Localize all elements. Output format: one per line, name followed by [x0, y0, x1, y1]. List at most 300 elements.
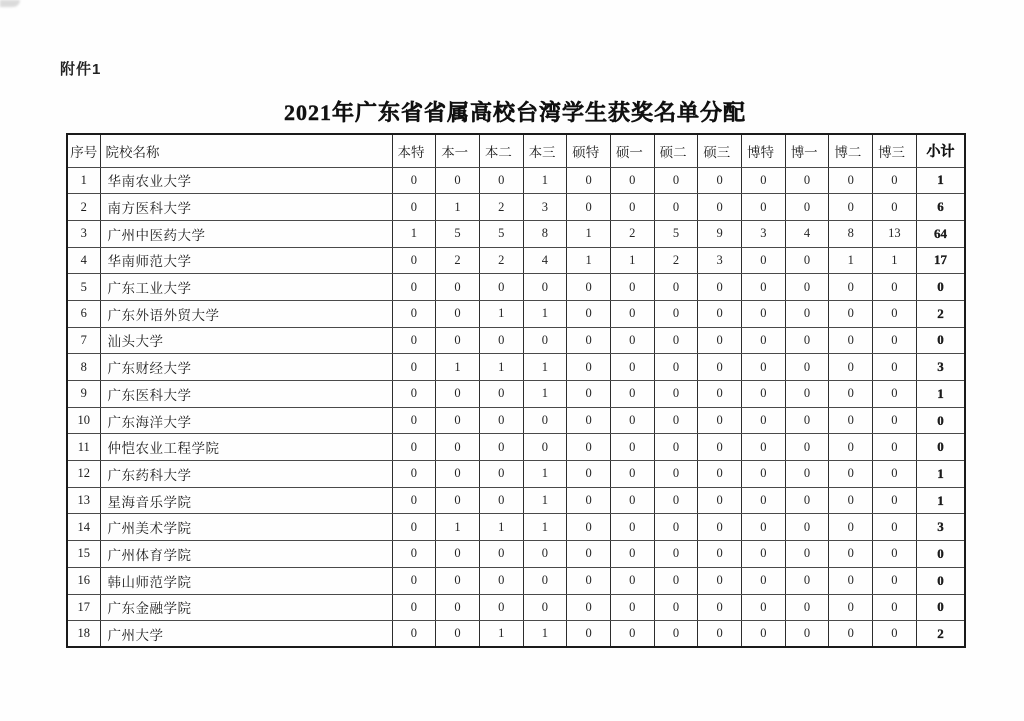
value-cell: 8	[523, 220, 567, 247]
value-cell: 1	[523, 167, 567, 194]
table-row	[67, 407, 965, 434]
table-row	[67, 274, 965, 301]
value-cell: 0	[829, 274, 873, 301]
value-cell: 0	[654, 541, 698, 568]
value-cell: 0	[873, 274, 917, 301]
value-cell: 1	[523, 354, 567, 381]
value-cell: 0	[785, 274, 829, 301]
value-cell: 0	[479, 487, 523, 514]
value-cell: 1	[479, 354, 523, 381]
value-cell: 0	[829, 621, 873, 648]
value-cell: 0	[873, 381, 917, 408]
value-cell: 3	[523, 194, 567, 221]
value-cell: 0	[785, 300, 829, 327]
row-number: 3	[67, 220, 100, 247]
value-cell: 0	[523, 541, 567, 568]
value-cell: 0	[829, 354, 873, 381]
row-number: 16	[67, 567, 100, 594]
value-cell: 0	[654, 514, 698, 541]
row-number: 2	[67, 194, 100, 221]
value-cell: 0	[829, 461, 873, 488]
table-row	[67, 434, 965, 461]
value-cell: 5	[479, 220, 523, 247]
value-cell: 0	[567, 541, 611, 568]
value-cell: 0	[829, 514, 873, 541]
value-cell: 0	[742, 541, 786, 568]
column-header-14: 小计	[916, 134, 965, 167]
value-cell: 0	[479, 594, 523, 621]
institution-name: 南方医科大学	[100, 194, 392, 221]
value-cell: 0	[785, 381, 829, 408]
value-cell: 0	[392, 194, 436, 221]
value-cell: 0	[523, 567, 567, 594]
value-cell: 5	[654, 220, 698, 247]
table-row	[67, 487, 965, 514]
value-cell: 0	[829, 381, 873, 408]
value-cell: 0	[873, 407, 917, 434]
subtotal-cell: 0	[916, 274, 965, 301]
value-cell: 0	[829, 300, 873, 327]
row-number: 14	[67, 514, 100, 541]
column-header-0: 序号	[67, 134, 100, 167]
row-number: 5	[67, 274, 100, 301]
value-cell: 0	[567, 487, 611, 514]
value-cell: 1	[479, 621, 523, 648]
value-cell: 0	[829, 434, 873, 461]
value-cell: 0	[654, 354, 698, 381]
value-cell: 3	[698, 247, 742, 274]
institution-name: 广州中医药大学	[100, 220, 392, 247]
row-number: 15	[67, 541, 100, 568]
value-cell: 0	[873, 594, 917, 621]
value-cell: 0	[392, 407, 436, 434]
value-cell: 0	[610, 407, 654, 434]
award-allocation-table	[66, 133, 966, 648]
value-cell: 0	[567, 567, 611, 594]
value-cell: 0	[392, 434, 436, 461]
value-cell: 0	[654, 487, 698, 514]
subtotal-cell: 1	[916, 167, 965, 194]
value-cell: 1	[523, 381, 567, 408]
value-cell: 8	[829, 220, 873, 247]
attachment-label: 附件1	[60, 61, 102, 78]
subtotal-cell: 0	[916, 327, 965, 354]
value-cell: 0	[392, 461, 436, 488]
value-cell: 0	[392, 594, 436, 621]
column-header-4: 本二	[479, 134, 523, 167]
value-cell: 0	[436, 594, 480, 621]
column-header-6: 硕特	[567, 134, 611, 167]
value-cell: 0	[436, 621, 480, 648]
value-cell: 0	[698, 407, 742, 434]
value-cell: 3	[742, 220, 786, 247]
value-cell: 0	[392, 274, 436, 301]
value-cell: 0	[479, 541, 523, 568]
value-cell: 0	[436, 407, 480, 434]
value-cell: 0	[654, 194, 698, 221]
value-cell: 0	[610, 274, 654, 301]
subtotal-cell: 0	[916, 567, 965, 594]
value-cell: 0	[698, 461, 742, 488]
institution-name: 广东工业大学	[100, 274, 392, 301]
subtotal-cell: 64	[916, 220, 965, 247]
value-cell: 0	[523, 327, 567, 354]
value-cell: 0	[742, 487, 786, 514]
value-cell: 0	[436, 300, 480, 327]
value-cell: 0	[436, 487, 480, 514]
value-cell: 0	[610, 300, 654, 327]
value-cell: 0	[785, 514, 829, 541]
row-number: 12	[67, 461, 100, 488]
value-cell: 0	[698, 594, 742, 621]
value-cell: 0	[785, 621, 829, 648]
value-cell: 4	[523, 247, 567, 274]
column-header-3: 本一	[436, 134, 480, 167]
value-cell: 0	[436, 327, 480, 354]
value-cell: 0	[610, 327, 654, 354]
table-row	[67, 461, 965, 488]
value-cell: 0	[610, 194, 654, 221]
value-cell: 0	[392, 487, 436, 514]
table-row	[67, 167, 965, 194]
row-number: 13	[67, 487, 100, 514]
value-cell: 0	[698, 274, 742, 301]
value-cell: 0	[742, 407, 786, 434]
column-header-12: 博二	[829, 134, 873, 167]
row-number: 17	[67, 594, 100, 621]
institution-name: 广东金融学院	[100, 594, 392, 621]
value-cell: 0	[742, 327, 786, 354]
column-header-1: 院校名称	[100, 134, 392, 167]
value-cell: 0	[785, 487, 829, 514]
value-cell: 0	[392, 621, 436, 648]
institution-name: 韩山师范学院	[100, 567, 392, 594]
value-cell: 1	[829, 247, 873, 274]
value-cell: 0	[654, 567, 698, 594]
value-cell: 0	[567, 381, 611, 408]
value-cell: 0	[523, 407, 567, 434]
value-cell: 0	[698, 434, 742, 461]
value-cell: 0	[829, 594, 873, 621]
subtotal-cell: 3	[916, 514, 965, 541]
value-cell: 0	[610, 487, 654, 514]
institution-name: 广东外语外贸大学	[100, 300, 392, 327]
value-cell: 0	[610, 621, 654, 648]
institution-name: 汕头大学	[100, 327, 392, 354]
row-number: 7	[67, 327, 100, 354]
value-cell: 0	[392, 514, 436, 541]
value-cell: 0	[392, 381, 436, 408]
value-cell: 0	[785, 327, 829, 354]
value-cell: 0	[829, 167, 873, 194]
value-cell: 0	[873, 167, 917, 194]
value-cell: 1	[523, 487, 567, 514]
subtotal-cell: 1	[916, 461, 965, 488]
value-cell: 0	[698, 487, 742, 514]
value-cell: 0	[742, 247, 786, 274]
value-cell: 0	[654, 300, 698, 327]
table-row	[67, 327, 965, 354]
institution-name: 广州美术学院	[100, 514, 392, 541]
value-cell: 0	[829, 194, 873, 221]
value-cell: 0	[436, 167, 480, 194]
value-cell: 0	[479, 407, 523, 434]
value-cell: 0	[698, 327, 742, 354]
value-cell: 0	[523, 434, 567, 461]
value-cell: 0	[567, 407, 611, 434]
row-number: 6	[67, 300, 100, 327]
value-cell: 0	[873, 327, 917, 354]
value-cell: 1	[567, 247, 611, 274]
value-cell: 0	[698, 621, 742, 648]
value-cell: 0	[567, 167, 611, 194]
table-row	[67, 194, 965, 221]
value-cell: 0	[392, 354, 436, 381]
header-row	[67, 134, 965, 167]
value-cell: 0	[829, 567, 873, 594]
table-row	[67, 247, 965, 274]
value-cell: 2	[610, 220, 654, 247]
value-cell: 0	[479, 327, 523, 354]
value-cell: 0	[392, 541, 436, 568]
value-cell: 0	[742, 434, 786, 461]
column-header-9: 硕三	[698, 134, 742, 167]
value-cell: 0	[785, 434, 829, 461]
value-cell: 1	[479, 514, 523, 541]
value-cell: 1	[567, 220, 611, 247]
subtotal-cell: 6	[916, 194, 965, 221]
value-cell: 1	[523, 300, 567, 327]
institution-name: 广东医科大学	[100, 381, 392, 408]
row-number: 1	[67, 167, 100, 194]
value-cell: 0	[742, 621, 786, 648]
row-number: 9	[67, 381, 100, 408]
value-cell: 0	[567, 461, 611, 488]
subtotal-cell: 3	[916, 354, 965, 381]
value-cell: 0	[785, 167, 829, 194]
value-cell: 0	[698, 194, 742, 221]
column-header-13: 博三	[873, 134, 917, 167]
value-cell: 0	[610, 167, 654, 194]
value-cell: 0	[742, 381, 786, 408]
value-cell: 0	[479, 567, 523, 594]
value-cell: 0	[785, 247, 829, 274]
subtotal-cell: 17	[916, 247, 965, 274]
value-cell: 0	[654, 167, 698, 194]
value-cell: 0	[785, 354, 829, 381]
value-cell: 0	[785, 594, 829, 621]
value-cell: 9	[698, 220, 742, 247]
table-row	[67, 594, 965, 621]
value-cell: 0	[610, 354, 654, 381]
value-cell: 0	[567, 300, 611, 327]
value-cell: 0	[873, 300, 917, 327]
value-cell: 0	[479, 381, 523, 408]
table-head	[67, 134, 965, 167]
value-cell: 0	[610, 434, 654, 461]
subtotal-cell: 1	[916, 381, 965, 408]
value-cell: 0	[785, 461, 829, 488]
institution-name: 广东药科大学	[100, 461, 392, 488]
value-cell: 0	[567, 621, 611, 648]
value-cell: 0	[610, 514, 654, 541]
value-cell: 0	[654, 434, 698, 461]
value-cell: 2	[479, 247, 523, 274]
value-cell: 0	[610, 541, 654, 568]
table-row	[67, 541, 965, 568]
value-cell: 0	[567, 194, 611, 221]
value-cell: 1	[436, 354, 480, 381]
institution-name: 广东海洋大学	[100, 407, 392, 434]
column-header-5: 本三	[523, 134, 567, 167]
table-row	[67, 354, 965, 381]
table-body	[67, 167, 965, 647]
value-cell: 4	[785, 220, 829, 247]
value-cell: 1	[610, 247, 654, 274]
subtotal-cell: 0	[916, 434, 965, 461]
column-header-10: 博特	[742, 134, 786, 167]
value-cell: 0	[567, 594, 611, 621]
value-cell: 0	[742, 514, 786, 541]
value-cell: 0	[436, 381, 480, 408]
value-cell: 1	[436, 194, 480, 221]
value-cell: 0	[654, 594, 698, 621]
page-title: 2021年广东省省属高校台湾学生获奖名单分配	[283, 100, 746, 125]
value-cell: 0	[873, 541, 917, 568]
value-cell: 0	[873, 514, 917, 541]
table-row	[67, 621, 965, 648]
subtotal-cell: 2	[916, 621, 965, 648]
value-cell: 13	[873, 220, 917, 247]
institution-name: 星海音乐学院	[100, 487, 392, 514]
column-header-8: 硕二	[654, 134, 698, 167]
value-cell: 0	[698, 167, 742, 194]
value-cell: 1	[873, 247, 917, 274]
institution-name: 广东财经大学	[100, 354, 392, 381]
row-number: 11	[67, 434, 100, 461]
row-number: 18	[67, 621, 100, 648]
value-cell: 0	[392, 167, 436, 194]
value-cell: 0	[785, 194, 829, 221]
table-row	[67, 381, 965, 408]
value-cell: 1	[523, 514, 567, 541]
table-row	[67, 300, 965, 327]
value-cell: 0	[523, 274, 567, 301]
value-cell: 0	[698, 354, 742, 381]
value-cell: 2	[479, 194, 523, 221]
value-cell: 0	[698, 541, 742, 568]
value-cell: 0	[436, 461, 480, 488]
value-cell: 0	[654, 621, 698, 648]
value-cell: 1	[392, 220, 436, 247]
institution-name: 仲恺农业工程学院	[100, 434, 392, 461]
value-cell: 0	[654, 407, 698, 434]
value-cell: 0	[698, 381, 742, 408]
row-number: 8	[67, 354, 100, 381]
value-cell: 0	[567, 327, 611, 354]
value-cell: 1	[523, 621, 567, 648]
value-cell: 0	[654, 327, 698, 354]
value-cell: 0	[523, 594, 567, 621]
row-number: 4	[67, 247, 100, 274]
institution-name: 广州体育学院	[100, 541, 392, 568]
value-cell: 0	[742, 461, 786, 488]
value-cell: 0	[785, 541, 829, 568]
institution-name: 广州大学	[100, 621, 392, 648]
value-cell: 1	[436, 514, 480, 541]
value-cell: 0	[610, 567, 654, 594]
table-row	[67, 514, 965, 541]
value-cell: 0	[392, 567, 436, 594]
value-cell: 0	[654, 274, 698, 301]
value-cell: 0	[698, 514, 742, 541]
value-cell: 0	[873, 567, 917, 594]
value-cell: 0	[479, 434, 523, 461]
value-cell: 0	[567, 434, 611, 461]
value-cell: 0	[742, 167, 786, 194]
value-cell: 0	[873, 354, 917, 381]
institution-name: 华南农业大学	[100, 167, 392, 194]
column-header-7: 硕一	[610, 134, 654, 167]
value-cell: 0	[436, 274, 480, 301]
value-cell: 0	[392, 300, 436, 327]
value-cell: 0	[742, 594, 786, 621]
value-cell: 0	[698, 300, 742, 327]
value-cell: 0	[742, 567, 786, 594]
value-cell: 0	[829, 327, 873, 354]
column-header-11: 博一	[785, 134, 829, 167]
value-cell: 0	[392, 247, 436, 274]
value-cell: 0	[567, 354, 611, 381]
subtotal-cell: 0	[916, 407, 965, 434]
value-cell: 0	[392, 327, 436, 354]
value-cell: 1	[479, 300, 523, 327]
value-cell: 0	[742, 354, 786, 381]
value-cell: 0	[829, 541, 873, 568]
value-cell: 5	[436, 220, 480, 247]
subtotal-cell: 0	[916, 594, 965, 621]
value-cell: 0	[479, 274, 523, 301]
value-cell: 0	[654, 461, 698, 488]
value-cell: 0	[742, 194, 786, 221]
scan-artifact	[0, 0, 20, 7]
value-cell: 0	[436, 541, 480, 568]
institution-name: 华南师范大学	[100, 247, 392, 274]
value-cell: 0	[479, 167, 523, 194]
value-cell: 2	[436, 247, 480, 274]
row-number: 10	[67, 407, 100, 434]
value-cell: 0	[742, 274, 786, 301]
value-cell: 0	[785, 407, 829, 434]
value-cell: 0	[436, 567, 480, 594]
value-cell: 1	[523, 461, 567, 488]
value-cell: 0	[829, 407, 873, 434]
value-cell: 0	[742, 300, 786, 327]
value-cell: 0	[698, 567, 742, 594]
value-cell: 0	[610, 461, 654, 488]
value-cell: 0	[873, 194, 917, 221]
value-cell: 0	[610, 594, 654, 621]
value-cell: 0	[829, 487, 873, 514]
value-cell: 0	[873, 461, 917, 488]
table-row	[67, 567, 965, 594]
value-cell: 0	[567, 274, 611, 301]
subtotal-cell: 1	[916, 487, 965, 514]
subtotal-cell: 2	[916, 300, 965, 327]
value-cell: 0	[610, 381, 654, 408]
value-cell: 0	[873, 487, 917, 514]
value-cell: 0	[479, 461, 523, 488]
